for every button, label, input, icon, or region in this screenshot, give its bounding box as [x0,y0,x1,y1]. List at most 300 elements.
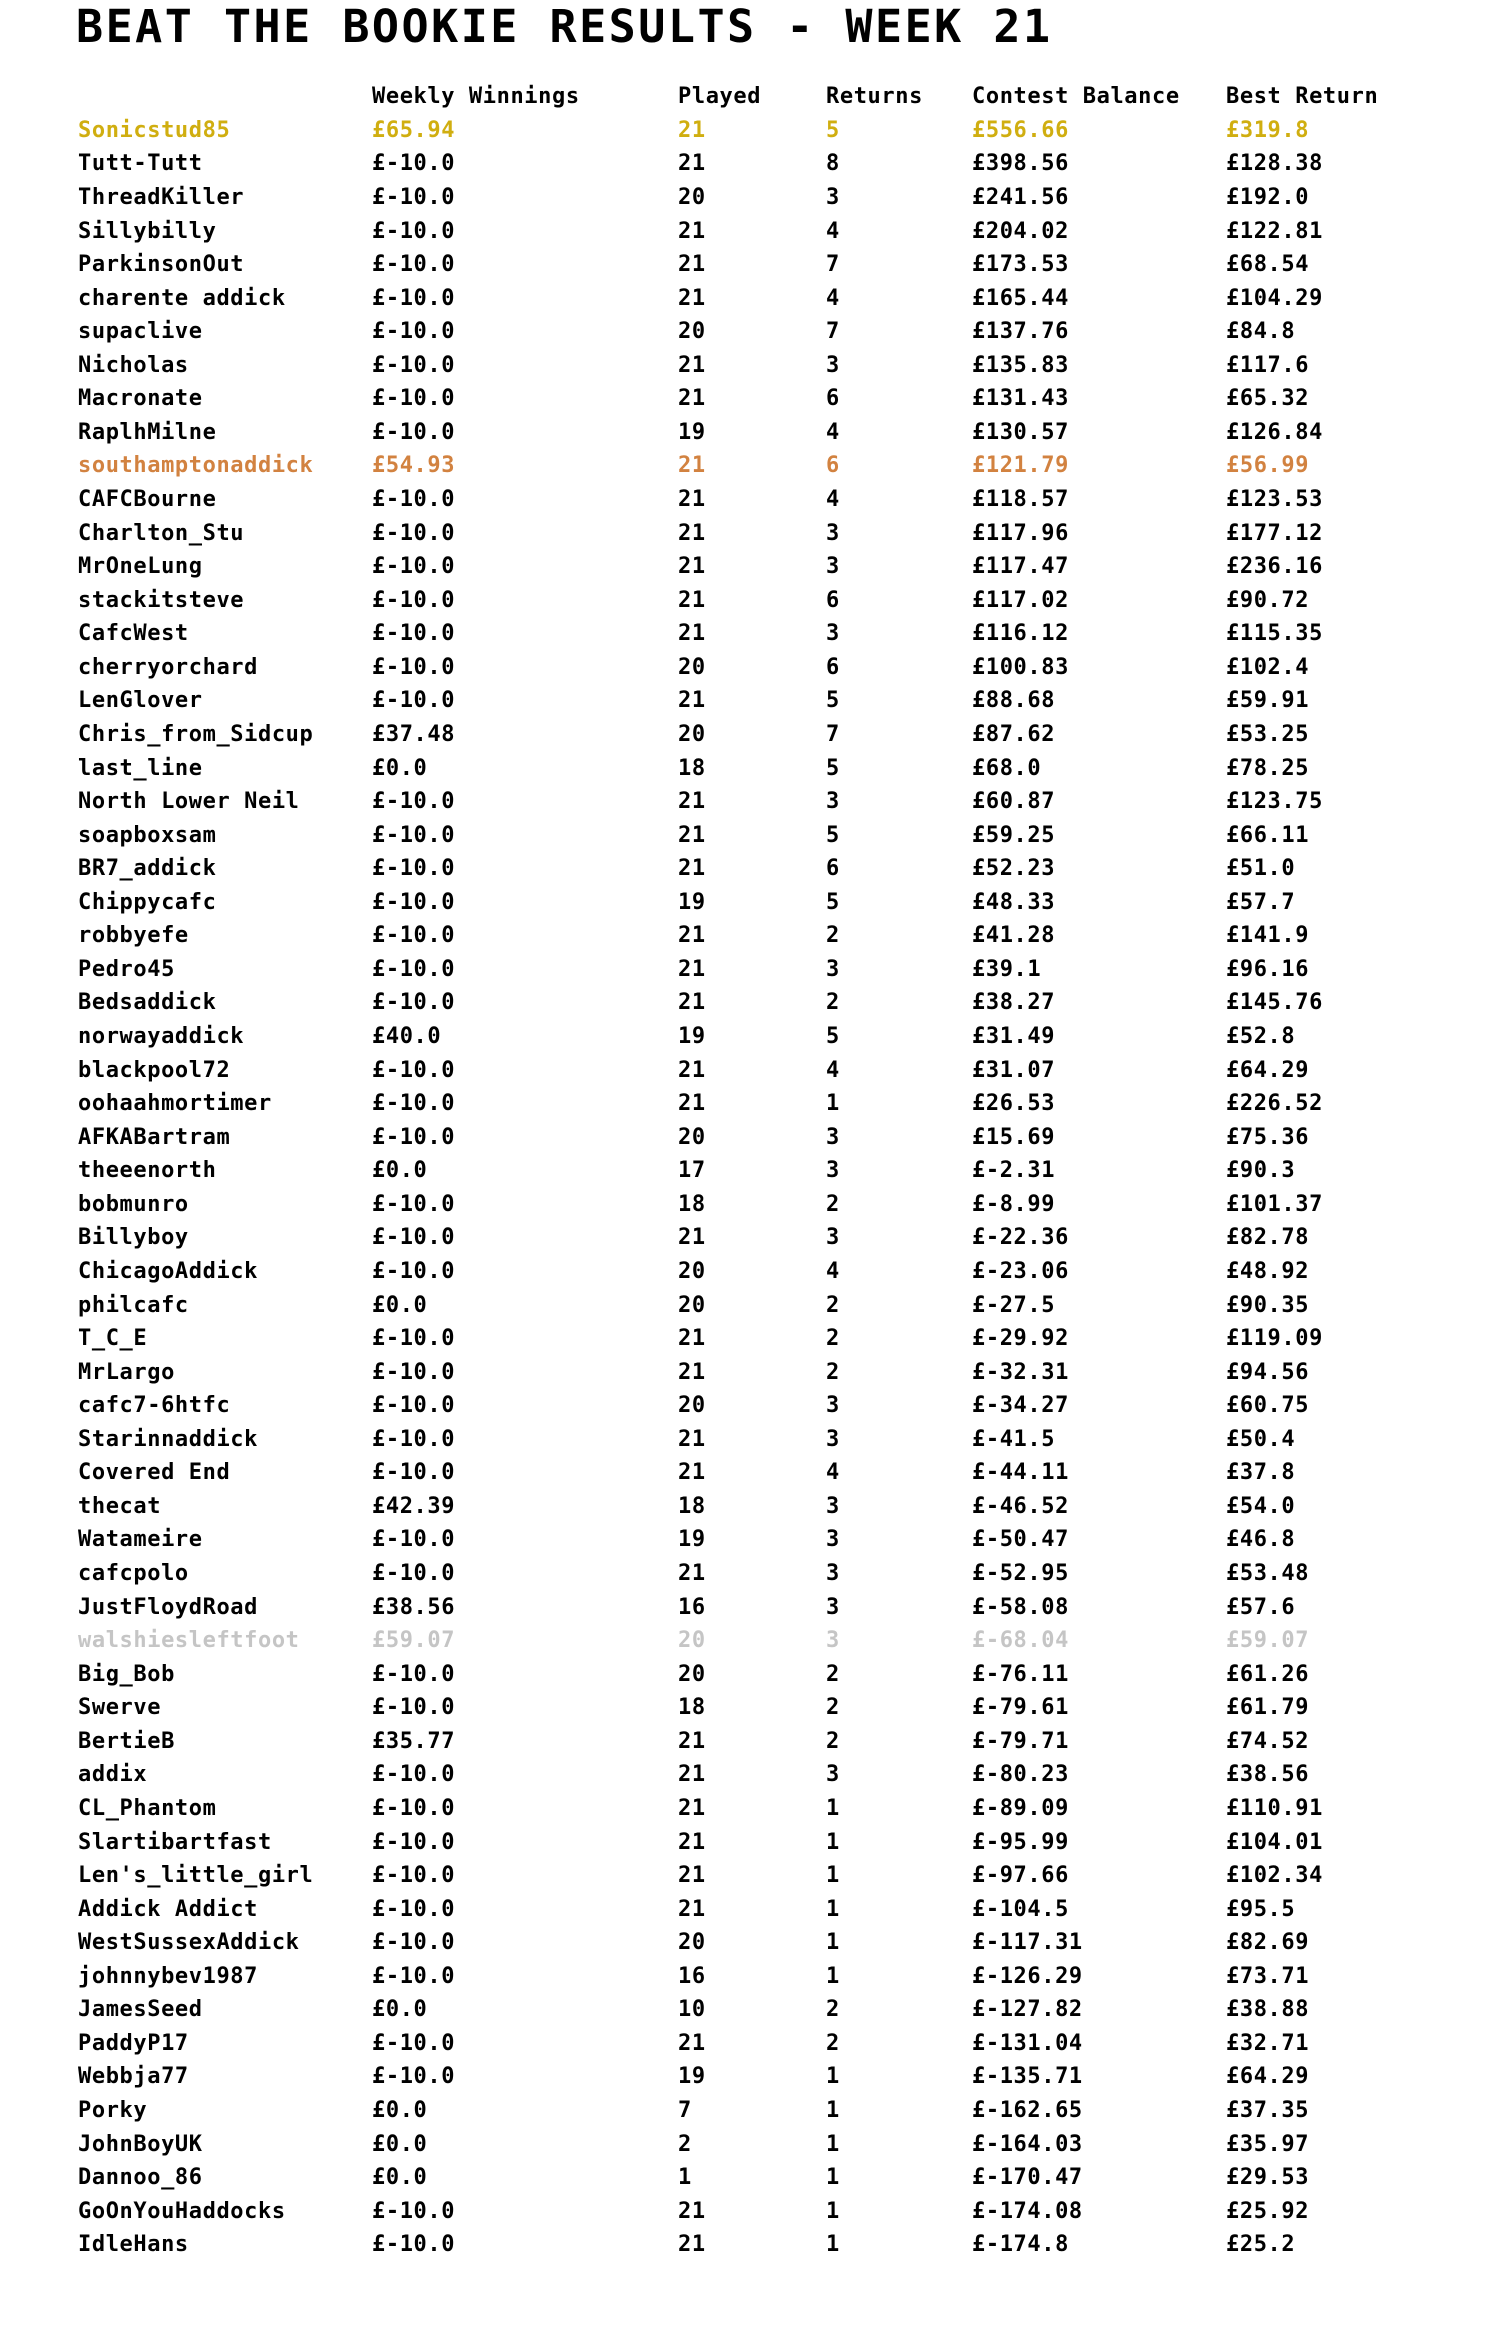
played-value: 16 [678,1963,706,1989]
played-value: 21 [678,2198,706,2224]
weekly-winnings-value: £-10.0 [372,218,456,244]
returns-value: 6 [826,386,840,412]
contest-balance-value: £130.57 [972,419,1069,445]
returns-value: 1 [826,2064,840,2090]
contest-balance-value: £-174.08 [972,2198,1083,2224]
returns-value: 4 [826,285,840,311]
contest-balance-value: £-164.03 [972,2131,1083,2157]
player-name: blackpool72 [78,1057,231,1083]
player-name: cafc7-6htfc [78,1393,231,1419]
contest-balance-value: £131.43 [972,386,1069,412]
weekly-winnings-value: £0.0 [372,755,428,781]
contest-balance-value: £-174.8 [972,2232,1069,2258]
table-row [78,2060,1500,2094]
best-return-value: £68.54 [1226,252,1310,278]
played-value: 21 [678,453,706,479]
returns-value: 3 [826,184,840,210]
table-row [78,1053,1500,1087]
returns-value: 2 [826,1191,840,1217]
weekly-winnings-value: £-10.0 [372,285,456,311]
contest-balance-value: £41.28 [972,923,1056,949]
best-return-value: £73.71 [1226,1963,1310,1989]
player-name: AFKABartram [78,1124,231,1150]
table-row [78,248,1500,282]
returns-value: 1 [826,2098,840,2124]
contest-balance-value: £15.69 [972,1124,1056,1150]
table-row [78,1590,1500,1624]
weekly-winnings-value: £-10.0 [372,1258,456,1284]
played-value: 21 [678,1426,706,1452]
page-title: BEAT THE BOOKIE RESULTS - WEEK 21 [76,0,1053,53]
best-return-value: £101.37 [1226,1191,1323,1217]
table-row [78,1960,1500,1994]
contest-balance-value: £-2.31 [972,1158,1056,1184]
table-row [78,382,1500,416]
table-row [78,2094,1500,2128]
weekly-winnings-value: £-10.0 [372,520,456,546]
played-value: 17 [678,1158,706,1184]
returns-value: 2 [826,923,840,949]
played-value: 21 [678,151,706,177]
contest-balance-value: £52.23 [972,856,1056,882]
weekly-winnings-value: £-10.0 [372,956,456,982]
returns-value: 1 [826,1795,840,1821]
played-value: 21 [678,2030,706,2056]
player-name: philcafc [78,1292,189,1318]
played-value: 21 [678,1326,706,1352]
contest-balance-value: £-126.29 [972,1963,1083,1989]
table-row [78,2161,1500,2195]
weekly-winnings-value: £-10.0 [372,621,456,647]
weekly-winnings-value: £-10.0 [372,419,456,445]
player-name: MrLargo [78,1359,175,1385]
best-return-value: £35.97 [1226,2131,1310,2157]
weekly-winnings-value: £-10.0 [372,1057,456,1083]
played-value: 20 [678,1292,706,1318]
column-header-best-return: Best Return [1226,84,1379,110]
player-name: GoOnYouHaddocks [78,2198,286,2224]
contest-balance-value: £-50.47 [972,1527,1069,1553]
player-name: Starinnaddick [78,1426,258,1452]
table-row [78,550,1500,584]
weekly-winnings-value: £0.0 [372,1292,428,1318]
weekly-winnings-value: £-10.0 [372,184,456,210]
weekly-winnings-value: £65.94 [372,117,456,143]
played-value: 20 [678,721,706,747]
weekly-winnings-value: £0.0 [372,2165,428,2191]
player-name: Porky [78,2098,148,2124]
returns-value: 1 [826,1863,840,1889]
contest-balance-value: £-68.04 [972,1628,1069,1654]
contest-balance-value: £100.83 [972,654,1069,680]
returns-value: 3 [826,1393,840,1419]
best-return-value: £115.35 [1226,621,1323,647]
table-row [78,886,1500,920]
table-header-row [78,80,1500,114]
returns-value: 5 [826,889,840,915]
played-value: 21 [678,1057,706,1083]
played-value: 21 [678,822,706,848]
table-row [78,1691,1500,1725]
returns-value: 7 [826,252,840,278]
table-row [78,1523,1500,1557]
weekly-winnings-value: £-10.0 [372,688,456,714]
contest-balance-value: £-170.47 [972,2165,1083,2191]
contest-balance-value: £137.76 [972,319,1069,345]
table-row [78,1120,1500,1154]
best-return-value: £110.91 [1226,1795,1323,1821]
returns-value: 6 [826,654,840,680]
returns-value: 2 [826,990,840,1016]
player-name: last_line [78,755,203,781]
contest-balance-value: £31.07 [972,1057,1056,1083]
played-value: 21 [678,1460,706,1486]
best-return-value: £25.92 [1226,2198,1310,2224]
played-value: 21 [678,990,706,1016]
weekly-winnings-value: £35.77 [372,1728,456,1754]
weekly-winnings-value: £38.56 [372,1594,456,1620]
contest-balance-value: £118.57 [972,487,1069,513]
played-value: 21 [678,117,706,143]
played-value: 20 [678,1661,706,1687]
played-value: 18 [678,755,706,781]
best-return-value: £57.6 [1226,1594,1296,1620]
contest-balance-value: £117.02 [972,587,1069,613]
returns-value: 5 [826,822,840,848]
player-name: Sonicstud85 [78,117,231,143]
weekly-winnings-value: £-10.0 [372,587,456,613]
played-value: 20 [678,654,706,680]
table-row [78,114,1500,148]
player-name: Nicholas [78,352,189,378]
player-name: T_C_E [78,1326,148,1352]
played-value: 21 [678,587,706,613]
returns-value: 4 [826,1460,840,1486]
returns-value: 3 [826,1225,840,1251]
weekly-winnings-value: £-10.0 [372,2064,456,2090]
weekly-winnings-value: £-10.0 [372,1829,456,1855]
played-value: 20 [678,319,706,345]
weekly-winnings-value: £0.0 [372,2131,428,2157]
weekly-winnings-value: £-10.0 [372,1359,456,1385]
table-row [78,1557,1500,1591]
returns-value: 3 [826,1124,840,1150]
best-return-value: £74.52 [1226,1728,1310,1754]
table-row [78,1725,1500,1759]
weekly-winnings-value: £-10.0 [372,1225,456,1251]
best-return-value: £37.35 [1226,2098,1310,2124]
played-value: 21 [678,621,706,647]
player-name: RaplhMilne [78,419,217,445]
weekly-winnings-value: £59.07 [372,1628,456,1654]
table-row [78,1020,1500,1054]
contest-balance-value: £173.53 [972,252,1069,278]
returns-value: 1 [826,2131,840,2157]
table-row [78,1993,1500,2027]
returns-value: 2 [826,1695,840,1721]
weekly-winnings-value: £-10.0 [372,1124,456,1150]
played-value: 7 [678,2098,692,2124]
best-return-value: £46.8 [1226,1527,1296,1553]
played-value: 21 [678,1728,706,1754]
returns-value: 3 [826,1158,840,1184]
played-value: 20 [678,1930,706,1956]
played-value: 21 [678,520,706,546]
played-value: 19 [678,1527,706,1553]
played-value: 21 [678,386,706,412]
returns-value: 3 [826,1493,840,1519]
returns-value: 3 [826,520,840,546]
best-return-value: £90.3 [1226,1158,1296,1184]
weekly-winnings-value: £0.0 [372,1997,428,2023]
weekly-winnings-value: £-10.0 [372,1661,456,1687]
best-return-value: £102.4 [1226,654,1310,680]
player-name: JustFloydRoad [78,1594,258,1620]
weekly-winnings-value: £-10.0 [372,1191,456,1217]
weekly-winnings-value: £-10.0 [372,2232,456,2258]
best-return-value: £29.53 [1226,2165,1310,2191]
weekly-winnings-value: £-10.0 [372,151,456,177]
table-row [78,1188,1500,1222]
table-row [78,1154,1500,1188]
player-name: Big_Bob [78,1661,175,1687]
weekly-winnings-value: £40.0 [372,1024,442,1050]
player-name: North Lower Neil [78,789,300,815]
player-name: CL_Phantom [78,1795,217,1821]
played-value: 21 [678,923,706,949]
played-value: 20 [678,1628,706,1654]
weekly-winnings-value: £-10.0 [372,1695,456,1721]
played-value: 2 [678,2131,692,2157]
player-name: Billyboy [78,1225,189,1251]
player-name: IdleHans [78,2232,189,2258]
returns-value: 1 [826,1930,840,1956]
table-row [78,986,1500,1020]
returns-value: 2 [826,1728,840,1754]
weekly-winnings-value: £-10.0 [372,352,456,378]
player-name: BertieB [78,1728,175,1754]
table-row [78,1255,1500,1289]
player-name: walshiesleftfoot [78,1628,300,1654]
contest-balance-value: £556.66 [972,117,1069,143]
best-return-value: £94.56 [1226,1359,1310,1385]
contest-balance-value: £-58.08 [972,1594,1069,1620]
played-value: 19 [678,419,706,445]
best-return-value: £104.29 [1226,285,1323,311]
best-return-value: £60.75 [1226,1393,1310,1419]
played-value: 21 [678,1561,706,1587]
best-return-value: £66.11 [1226,822,1310,848]
contest-balance-value: £165.44 [972,285,1069,311]
returns-value: 1 [826,1963,840,1989]
table-row [78,281,1500,315]
played-value: 21 [678,1896,706,1922]
table-row [78,718,1500,752]
returns-value: 3 [826,1594,840,1620]
contest-balance-value: £-97.66 [972,1863,1069,1889]
contest-balance-value: £-127.82 [972,1997,1083,2023]
table-row [78,483,1500,517]
contest-balance-value: £39.1 [972,956,1042,982]
column-header-played: Played [678,84,762,110]
player-name: ChicagoAddick [78,1258,258,1284]
table-row [78,1825,1500,1859]
contest-balance-value: £59.25 [972,822,1056,848]
table-row [78,1490,1500,1524]
best-return-value: £65.32 [1226,386,1310,412]
table-row [78,1792,1500,1826]
contest-balance-value: £-117.31 [972,1930,1083,1956]
best-return-value: £54.0 [1226,1493,1296,1519]
returns-value: 5 [826,117,840,143]
player-name: Dannoo_86 [78,2165,203,2191]
weekly-winnings-value: £-10.0 [372,1561,456,1587]
player-name: CAFCBourne [78,487,217,513]
best-return-value: £64.29 [1226,2064,1310,2090]
player-name: JamesSeed [78,1997,203,2023]
contest-balance-value: £-80.23 [972,1762,1069,1788]
contest-balance-value: £-131.04 [972,2030,1083,2056]
contest-balance-value: £-8.99 [972,1191,1056,1217]
played-value: 21 [678,1795,706,1821]
player-name: Addick Addict [78,1896,258,1922]
table-row [78,1087,1500,1121]
returns-value: 1 [826,2165,840,2191]
player-name: norwayaddick [78,1024,245,1050]
table-row [78,684,1500,718]
returns-value: 7 [826,319,840,345]
weekly-winnings-value: £-10.0 [372,554,456,580]
contest-balance-value: £398.56 [972,151,1069,177]
player-name: cafcpolo [78,1561,189,1587]
weekly-winnings-value: £-10.0 [372,252,456,278]
best-return-value: £119.09 [1226,1326,1323,1352]
played-value: 20 [678,1393,706,1419]
returns-value: 7 [826,721,840,747]
contest-balance-value: £88.68 [972,688,1056,714]
returns-value: 4 [826,1057,840,1083]
player-name: Swerve [78,1695,162,1721]
best-return-value: £90.72 [1226,587,1310,613]
returns-value: 8 [826,151,840,177]
best-return-value: £53.25 [1226,721,1310,747]
weekly-winnings-value: £-10.0 [372,889,456,915]
returns-value: 4 [826,487,840,513]
returns-value: 4 [826,1258,840,1284]
table-row [78,214,1500,248]
player-name: oohaahmortimer [78,1091,272,1117]
played-value: 21 [678,1225,706,1251]
table-row [78,181,1500,215]
table-row [78,147,1500,181]
column-header-returns: Returns [826,84,923,110]
player-name: CafcWest [78,621,189,647]
table-row [78,2194,1500,2228]
player-name: cherryorchard [78,654,258,680]
best-return-value: £82.78 [1226,1225,1310,1251]
played-value: 21 [678,252,706,278]
weekly-winnings-value: £-10.0 [372,1426,456,1452]
contest-balance-value: £-34.27 [972,1393,1069,1419]
table-row [78,1926,1500,1960]
column-header-contest-balance: Contest Balance [972,84,1180,110]
returns-value: 1 [826,1829,840,1855]
returns-value: 4 [826,218,840,244]
returns-value: 3 [826,789,840,815]
weekly-winnings-value: £-10.0 [372,1963,456,1989]
returns-value: 3 [826,352,840,378]
contest-balance-value: £204.02 [972,218,1069,244]
weekly-winnings-value: £-10.0 [372,1091,456,1117]
played-value: 21 [678,218,706,244]
best-return-value: £104.01 [1226,1829,1323,1855]
contest-balance-value: £87.62 [972,721,1056,747]
contest-balance-value: £-22.36 [972,1225,1069,1251]
played-value: 21 [678,856,706,882]
played-value: 19 [678,1024,706,1050]
best-return-value: £52.8 [1226,1024,1296,1050]
best-return-value: £25.2 [1226,2232,1296,2258]
returns-value: 2 [826,1359,840,1385]
weekly-winnings-value: £-10.0 [372,789,456,815]
contest-balance-value: £26.53 [972,1091,1056,1117]
table-row [78,2027,1500,2061]
best-return-value: £90.35 [1226,1292,1310,1318]
contest-balance-value: £-46.52 [972,1493,1069,1519]
contest-balance-value: £48.33 [972,889,1056,915]
best-return-value: £61.26 [1226,1661,1310,1687]
best-return-value: £123.75 [1226,789,1323,815]
contest-balance-value: £-29.92 [972,1326,1069,1352]
contest-balance-value: £241.56 [972,184,1069,210]
returns-value: 5 [826,1024,840,1050]
table-row [78,1355,1500,1389]
weekly-winnings-value: £-10.0 [372,2198,456,2224]
weekly-winnings-value: £0.0 [372,1158,428,1184]
table-row [78,785,1500,819]
weekly-winnings-value: £-10.0 [372,1863,456,1889]
played-value: 16 [678,1594,706,1620]
player-name: Bedsaddick [78,990,217,1016]
returns-value: 3 [826,1561,840,1587]
contest-balance-value: £-162.65 [972,2098,1083,2124]
played-value: 21 [678,688,706,714]
best-return-value: £59.91 [1226,688,1310,714]
best-return-value: £177.12 [1226,520,1323,546]
played-value: 20 [678,184,706,210]
weekly-winnings-value: £54.93 [372,453,456,479]
played-value: 21 [678,956,706,982]
contest-balance-value: £135.83 [972,352,1069,378]
player-name: Charlton_Stu [78,520,245,546]
table-row [78,1657,1500,1691]
weekly-winnings-value: £-10.0 [372,1795,456,1821]
player-name: charente addick [78,285,286,311]
played-value: 21 [678,2232,706,2258]
contest-balance-value: £38.27 [972,990,1056,1016]
best-return-value: £102.34 [1226,1863,1323,1889]
played-value: 21 [678,1829,706,1855]
table-row [78,1859,1500,1893]
table-row [78,852,1500,886]
weekly-winnings-value: £-10.0 [372,1930,456,1956]
contest-balance-value: £-95.99 [972,1829,1069,1855]
played-value: 21 [678,789,706,815]
played-value: 18 [678,1191,706,1217]
returns-value: 3 [826,554,840,580]
returns-value: 1 [826,2232,840,2258]
weekly-winnings-value: £-10.0 [372,1460,456,1486]
